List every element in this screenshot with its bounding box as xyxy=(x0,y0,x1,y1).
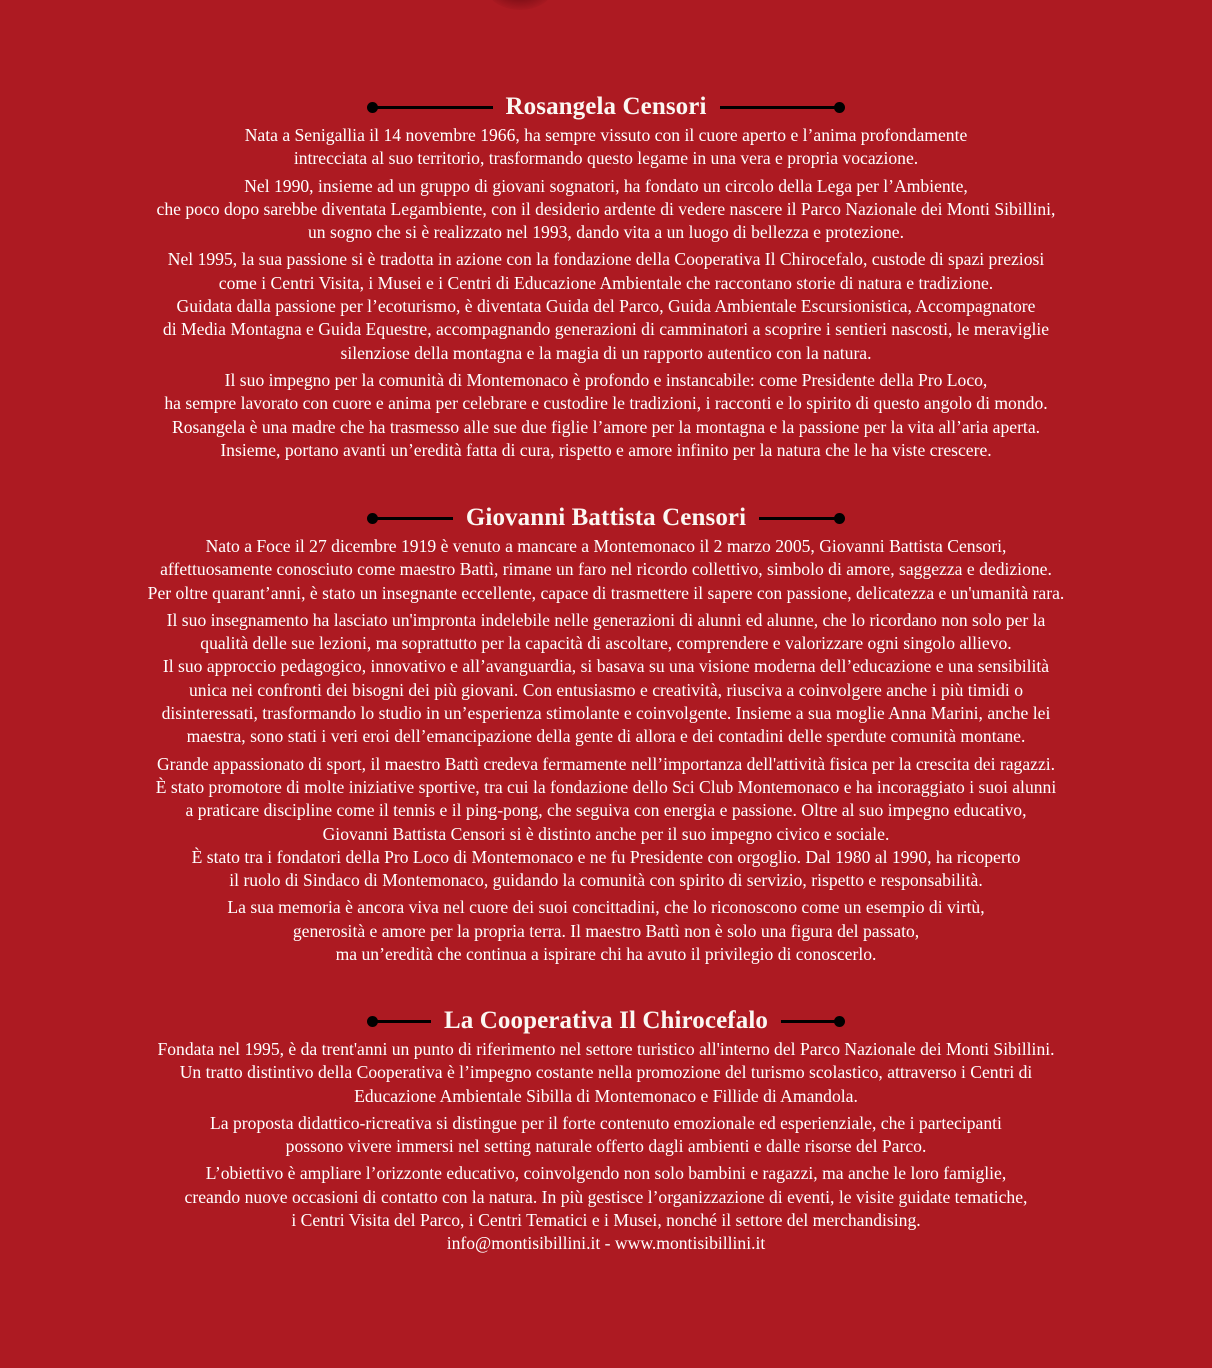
text-line: che poco dopo sarebbe diventata Legambiente, con il desiderio ardente di vedere nascere il Parco Nazionale dei Monti Sibillini, xyxy=(156,198,1056,219)
section-heading xyxy=(371,92,841,122)
text-line: Il suo impegno per la comunità di Montemonaco è profondo e instancabile: come Presidente della Pro Loco, xyxy=(224,369,988,390)
divider-line-right-icon xyxy=(720,106,842,109)
divider-line-right-icon xyxy=(781,1020,841,1023)
text-line: È stato promotore di molte iniziative sportive, tra cui la fondazione dello Sci Club Montemonaco e ha incoraggiato i suoi alunni xyxy=(155,776,1057,797)
paragraph xyxy=(0,1162,1212,1232)
text-line: ha sempre lavorato con cuore e anima per celebrare e custodire le tradizioni, i racconti e lo spirito di questo angolo di mondo. xyxy=(164,393,1048,414)
paragraph xyxy=(0,248,1212,295)
paragraph xyxy=(0,896,1212,966)
text-line: La sua memoria è ancora viva nel cuore dei suoi concittadini, che lo riconoscono come un esempio di virtù, xyxy=(227,897,985,918)
top-decoration-shadow xyxy=(485,0,555,10)
text-line: di Media Montagna e Guida Equestre, accompagnando generazioni di camminatori a scoprire i sentieri nascosti, le meraviglie xyxy=(162,319,1050,340)
paragraph xyxy=(0,846,1212,893)
text-line: unica nei confronti dei bisogni dei più giovani. Con entusiasmo e creatività, riusciva a coinvolgere anche i più timidi o xyxy=(188,679,1024,700)
text-line: La proposta didattico-ricreativa si distingue per il forte contenuto emozionale ed esperienziale, che i partecipanti xyxy=(210,1112,1002,1133)
divider-line-left-icon xyxy=(371,1020,431,1023)
divider-line-left-icon xyxy=(371,517,453,520)
text-line: Nel 1990, insieme ad un gruppo di giovani sognatori, ha fondato un circolo della Lega per l’Ambiente, xyxy=(244,175,968,196)
section-giovanni-battista-censori xyxy=(0,503,1212,966)
text-line: possono vivere immersi nel setting naturale offerto dagli ambienti e dalle risorse del Parco. xyxy=(285,1136,927,1157)
text-line: il ruolo di Sindaco di Montemonaco, guidando la comunità con spirito di servizio, rispetto e responsabilità. xyxy=(229,870,983,891)
text-line: L’obiettivo è ampliare l’orizzonte educativo, coinvolgendo non solo bambini e ragazzi, ma anche le loro famiglie, xyxy=(205,1163,1007,1184)
text-line: generosità e amore per la propria terra. Il maestro Battì non è solo una figura del passato, xyxy=(292,920,920,941)
text-line: ma un’eredità che continua a ispirare chi ha avuto il privilegio di conoscerlo. xyxy=(335,944,877,965)
text-line: Rosangela è una madre che ha trasmesso alle sue due figlie l’amore per la montagna e la passione per la vita all’aria aperta. xyxy=(171,416,1041,437)
contact-separator: - xyxy=(600,1233,615,1254)
text-line: Grande appassionato di sport, il maestro Battì credeva fermamente nell’importanza dell'attività fisica per la crescita dei ragazzi. xyxy=(156,753,1056,774)
paragraph xyxy=(0,124,1212,171)
divider-line-right-icon xyxy=(759,517,841,520)
section-title: Giovanni Battista Censori xyxy=(465,504,747,531)
paragraph xyxy=(0,753,1212,846)
section-title: Rosangela Censori xyxy=(505,93,707,120)
text-line: Nel 1995, la sua passione si è tradotta in azione con la fondazione della Cooperativa Il Chirocefalo, custode di spazi preziosi xyxy=(167,249,1045,270)
section-rosangela-censori xyxy=(0,92,1212,462)
paragraph xyxy=(0,175,1212,245)
divider-line-left-icon xyxy=(371,106,493,109)
text-line: i Centri Visita del Parco, i Centri Tematici e i Musei, nonché il settore del merchandising. xyxy=(291,1210,921,1231)
text-line: Il suo approccio pedagogico, innovativo e all’avanguardia, si basava su una visione moderna dell’educazione e una sensibilità xyxy=(162,656,1050,677)
paragraph xyxy=(0,1112,1212,1159)
paragraph xyxy=(0,1038,1212,1108)
text-line: come i Centri Visita, i Musei e i Centri di Educazione Ambientale che raccontano storie di natura e tradizione. xyxy=(218,272,994,293)
text-line: disinteressati, trasformando lo studio in un’esperienza stimolante e coinvolgente. Insieme a sua moglie Anna Marini, anche lei xyxy=(161,703,1051,724)
text-line: silenziose della montagna e la magia di un rapporto autentico con la natura. xyxy=(340,342,872,363)
text-line: creando nuove occasioni di contatto con la natura. In più gestisce l’organizzazione di eventi, le visite guidate tematiche, xyxy=(184,1186,1028,1207)
section-cooperativa-chirocefalo xyxy=(0,1006,1212,1256)
text-line: affettuosamente conosciuto come maestro Battì, rimane un faro nel ricordo collettivo, simbolo di amore, saggezza e dedizione. xyxy=(160,559,1052,580)
paragraph xyxy=(0,535,1212,605)
email-link[interactable]: info@montisibillini.it xyxy=(446,1233,601,1254)
section-heading xyxy=(371,1006,841,1036)
paragraph xyxy=(0,369,1212,462)
text-line: Giovanni Battista Censori si è distinto anche per il suo impegno civico e sociale. xyxy=(322,823,890,844)
text-line: Guidata dalla passione per l’ecoturismo, è diventata Guida del Parco, Guida Ambientale Escursionistica, Accompagnatore xyxy=(176,296,1036,317)
text-line: È stato tra i fondatori della Pro Loco di Montemonaco e ne fu Presidente con orgoglio. Dal 1980 al 1990, ha ricoperto xyxy=(191,846,1021,867)
text-line: Un tratto distintivo della Cooperativa è l’impegno costante nella promozione del turismo scolastico, attraverso i Centri di xyxy=(179,1062,1033,1083)
contact-line xyxy=(0,1232,1212,1255)
text-line: Educazione Ambientale Sibilla di Montemonaco e Fillide di Amandola. xyxy=(354,1085,858,1106)
text-line: un sogno che si è realizzato nel 1993, dando vita a un luogo di bellezza e protezione. xyxy=(307,222,905,243)
text-line: a praticare discipline come il tennis e il ping-pong, che seguiva con energia e passione. Oltre al suo impegno educativo, xyxy=(185,800,1027,821)
text-line: qualità delle sue lezioni, ma soprattutto per la capacità di ascoltare, comprendere e valorizzare ogni singolo allievo. xyxy=(200,633,1012,654)
section-title: La Cooperativa Il Chirocefalo xyxy=(444,1007,768,1034)
paragraph xyxy=(0,609,1212,656)
text-line: maestra, sono stati i veri eroi dell’emancipazione della gente di allora e dei contadini delle sperdute comunità montane. xyxy=(186,726,1026,747)
text-line: Nata a Senigallia il 14 novembre 1966, ha sempre vissuto con il cuore aperto e l’anima profondamente xyxy=(244,125,968,145)
text-line: Nato a Foce il 27 dicembre 1919 è venuto a mancare a Montemonaco il 2 marzo 2005, Giovanni Battista Censori, xyxy=(205,536,1007,556)
paragraph xyxy=(0,295,1212,365)
text-line: Fondata nel 1995, è da trent'anni un punto di riferimento nel settore turistico all'interno del Parco Nazionale dei Monti Sibillini. xyxy=(157,1039,1055,1059)
section-heading xyxy=(371,503,841,533)
website-link[interactable]: www.montisibillini.it xyxy=(614,1233,766,1254)
text-line: Per oltre quarant’anni, è stato un insegnante eccellente, capace di trasmettere il sapere con passione, delicatezza e un'umanità rara. xyxy=(147,582,1065,603)
text-line: intrecciata al suo territorio, trasformando questo legame in una vera e propria vocazione. xyxy=(293,148,919,169)
text-line: Insieme, portano avanti un’eredità fatta di cura, rispetto e amore infinito per la natura che le ha viste crescere. xyxy=(220,439,992,460)
text-line: Il suo insegnamento ha lasciato un'impronta indelebile nelle generazioni di alunni ed alunne, che lo ricordano non solo per la xyxy=(166,609,1046,630)
paragraph xyxy=(0,655,1212,748)
